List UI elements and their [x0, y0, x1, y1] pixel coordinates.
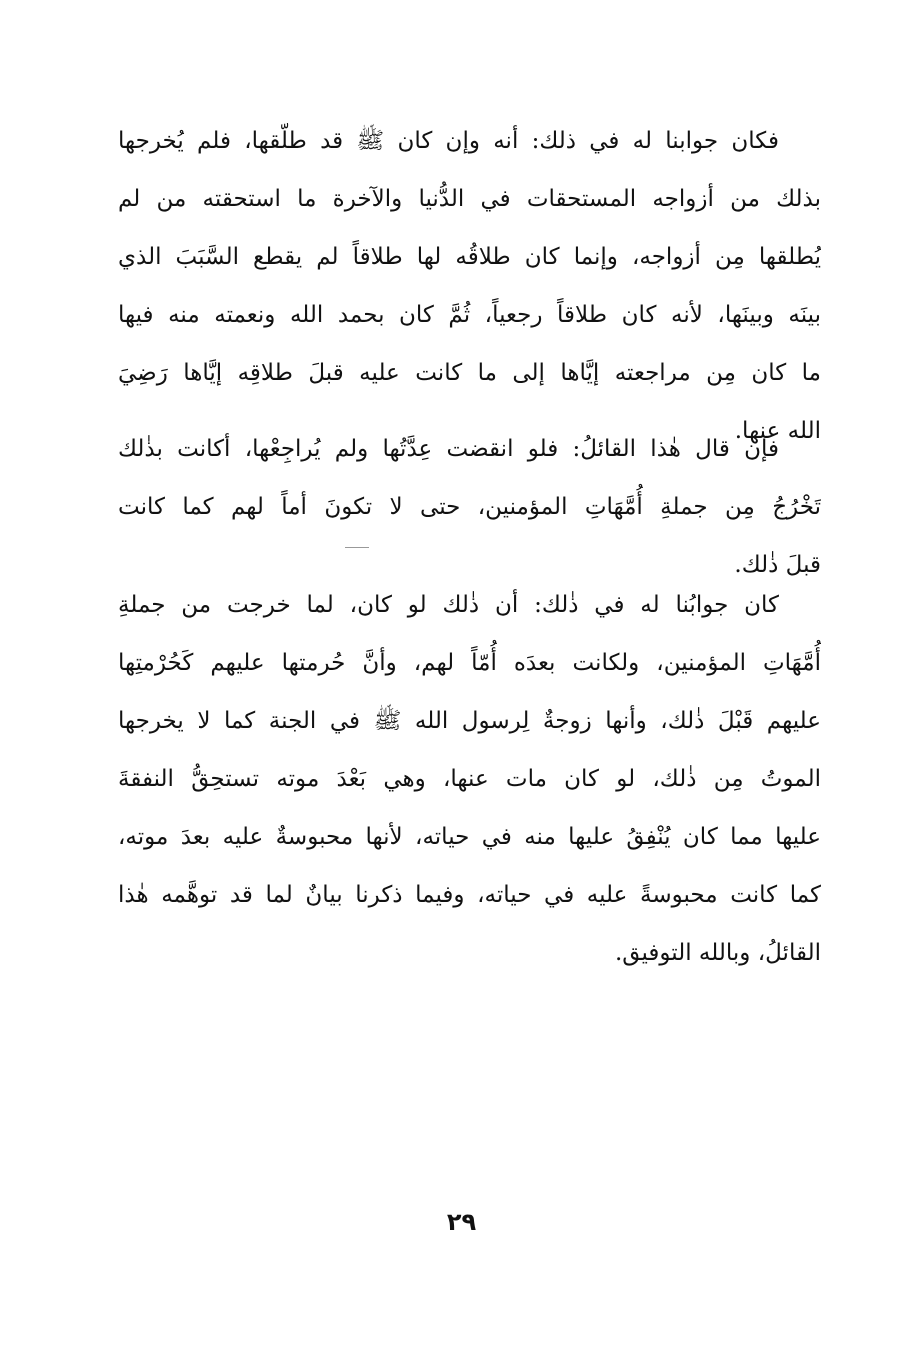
paragraph-line: الله عنها. — [734, 418, 821, 444]
paragraph-2 — [118, 420, 821, 594]
paragraph-line: تَخْرُجُ مِن جملةِ أُمَّهَاتِ المؤمنين، حتى لا تكونَ أماً لهم كما كانت — [118, 494, 821, 520]
paragraph-3 — [118, 576, 821, 982]
paragraph-line: كان جوابُنا له في ذٰلك: أن ذٰلك لو كان، لما خرجت من جملةِ — [118, 592, 779, 618]
paragraph-line: أُمَّهَاتِ المؤمنين، ولكانت بعدَه أُمّاً لهم، وأنَّ حُرمتها عليهم كَحُرْمتِها — [118, 650, 821, 676]
page-number: ٢٩ — [446, 1208, 477, 1236]
paragraph-line: عليهم قَبْلَ ذٰلك، وأنها زوجةٌ لِرسول الله ﷺ في الجنة كما لا يخرجها — [118, 708, 821, 734]
paragraph-line: ما كان مِن مراجعته إيَّاها إلى ما كانت عليه قبلَ طلاقِه إيَّاها رَضِيَ — [118, 360, 821, 386]
paragraph-line: بينَه وبينَها، لأنه كان طلاقاً رجعياً، ثُمَّ كان بحمد الله ونعمته منه فيها — [118, 302, 821, 328]
paragraph-1 — [118, 112, 821, 460]
paragraph-line: الموتُ مِن ذٰلك، لو كان مات عنها، وهي بَعْدَ موته تستحِقُّ النفقةَ — [118, 766, 821, 792]
paragraph-line: بذلك من أزواجه المستحقات في الدُّنيا والآخرة ما استحقته من لم — [118, 186, 821, 212]
paragraph-line: يُطلقها مِن أزواجه، وإنما كان طلاقُه لها طلاقاً لم يقطع السَّبَبَ الذي — [118, 244, 821, 270]
paragraph-line: فإن قال هٰذا القائلُ: فلو انقضت عِدَّتُها ولم يُراجِعْها، أكانت بذٰلك — [118, 436, 779, 462]
paragraph-line: عليها مما كان يُنْفِقُ عليها منه في حياته، لأنها محبوسةٌ عليه بعدَ موته، — [118, 824, 821, 850]
paragraph-line: كما كانت محبوسةً عليه في حياته، وفيما ذكرنا بيانٌ لما قد توهَّمه هٰذا — [118, 882, 821, 908]
paragraph-line: قبلَ ذٰلك. — [734, 552, 821, 578]
paragraph-line: القائلُ، وبالله التوفيق. — [614, 940, 821, 966]
divider-mark — [345, 547, 369, 548]
paragraph-line: فكان جوابنا له في ذلك: أنه وإن كان ﷺ قد طلّقها، فلم يُخرجها — [118, 128, 779, 154]
